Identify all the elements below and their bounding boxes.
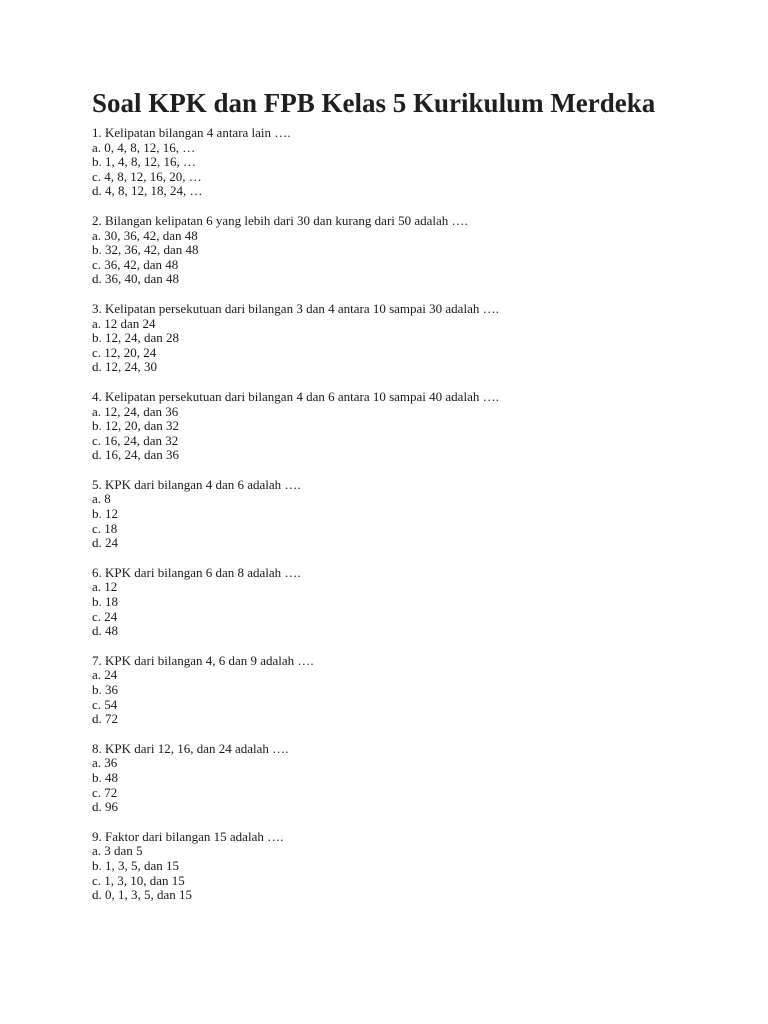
answer-option: b. 1, 3, 5, dan 15 [92,857,180,873]
answer-option: b. 12 [92,506,118,522]
answer-option: a. 36 [92,755,118,771]
answer-option: b. 12, 24, dan 28 [92,330,180,346]
answer-option: a. 12, 24, dan 36 [92,403,179,419]
question-3 [92,302,732,375]
answer-option: b. 36 [92,682,118,697]
answer-option: d. 0, 1, 3, 5, dan 15 [92,887,193,903]
answer-option: d. 24 [92,535,118,551]
question-5 [92,478,732,551]
question-prompt: 7. KPK dari bilangan 4, 6 dan 9 adalah …. [92,652,314,668]
question-1 [92,126,732,199]
document-page [92,86,732,918]
answer-option: c. 54 [92,696,118,712]
answer-option: c. 72 [92,784,118,800]
question-prompt: 1. Kelipatan bilangan 4 antara lain …. [92,125,291,140]
question-4 [92,390,732,463]
question-9 [92,830,732,903]
answer-option: b. 32, 36, 42, dan 48 [92,242,199,258]
answer-option: a. 3 dan 5 [92,843,143,859]
question-6 [92,566,732,639]
answer-option: c. 12, 20, 24 [92,344,157,360]
question-2 [92,214,732,287]
answer-option: a. 24 [92,667,118,683]
question-prompt: 9. Faktor dari bilangan 15 adalah …. [92,828,284,844]
answer-option: c. 4, 8, 12, 16, 20, … [92,168,202,184]
answer-option: b. 12, 20, dan 32 [92,418,180,434]
answer-option: c. 24 [92,608,118,624]
question-prompt: 4. Kelipatan persekutuan dari bilangan 4 dan 6 antara 10 sampai 40 adalah …. [92,388,499,404]
answer-option: a. 8 [92,491,111,507]
question-prompt: 2. Bilangan kelipatan 6 yang lebih dari 30 dan kurang dari 50 adalah …. [92,212,468,228]
answer-option: a. 12 dan 24 [92,315,156,331]
question-list [92,126,732,903]
answer-option: c. 36, 42, dan 48 [92,256,179,272]
answer-option: d. 36, 40, dan 48 [92,271,180,287]
question-prompt: 3. Kelipatan persekutuan dari bilangan 3 dan 4 antara 10 sampai 30 adalah …. [92,300,499,316]
answer-option: b. 1, 4, 8, 12, 16, … [92,154,196,170]
answer-option: a. 30, 36, 42, dan 48 [92,227,198,243]
answer-option: c. 16, 24, dan 32 [92,432,179,448]
question-8 [92,742,732,815]
answer-option: d. 48 [92,623,118,639]
question-prompt: 8. KPK dari 12, 16, dan 24 adalah …. [92,740,289,756]
answer-option: c. 1, 3, 10, dan 15 [92,872,185,888]
answer-option: a. 0, 4, 8, 12, 16, … [92,139,196,155]
question-7 [92,654,732,727]
question-prompt: 5. KPK dari bilangan 4 dan 6 adalah …. [92,476,301,492]
answer-option: c. 18 [92,520,118,536]
question-prompt: 6. KPK dari bilangan 6 dan 8 adalah …. [92,564,301,580]
answer-option: a. 12 [92,579,118,595]
answer-option: d. 16, 24, dan 36 [92,447,180,463]
answer-option: d. 72 [92,711,118,727]
answer-option: d. 12, 24, 30 [92,359,157,375]
answer-option: d. 96 [92,799,118,815]
document-title: Soal KPK dan FPB Kelas 5 Kurikulum Merdeka [92,88,656,118]
answer-option: d. 4, 8, 12, 18, 24, … [92,183,203,199]
answer-option: b. 48 [92,769,118,785]
answer-option: b. 18 [92,594,118,610]
